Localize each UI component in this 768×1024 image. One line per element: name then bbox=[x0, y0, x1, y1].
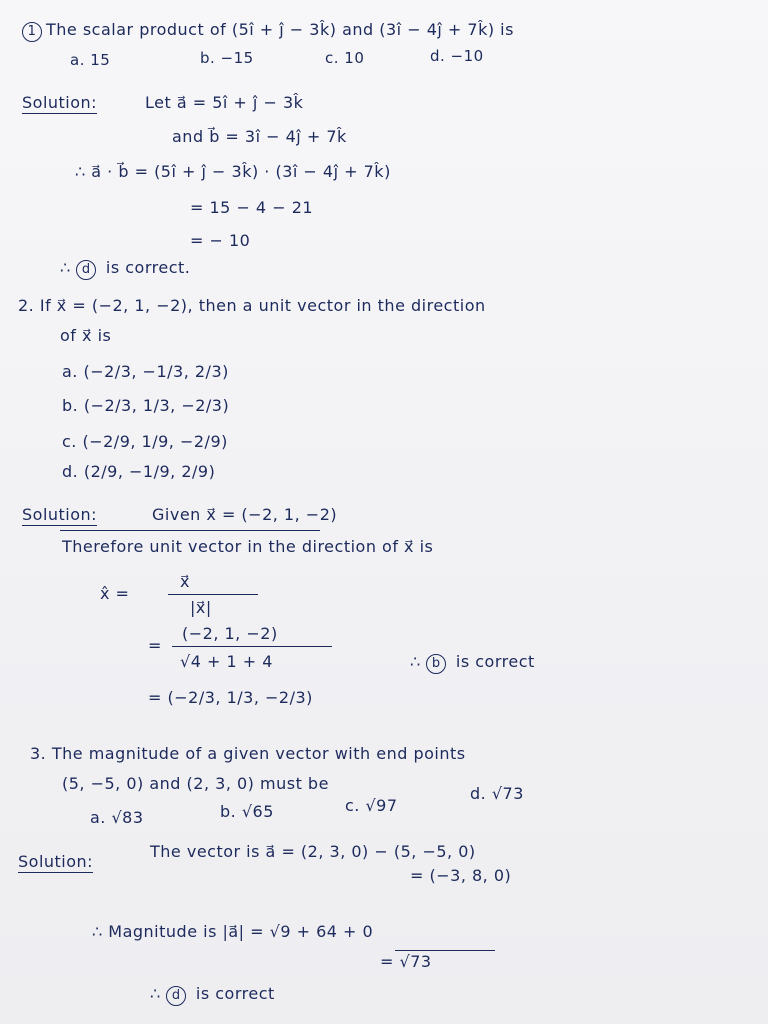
q2-denominator-1: |x⃗| bbox=[190, 598, 212, 617]
q1-option-a: a. 15 bbox=[70, 51, 111, 69]
q3-answer: ∴ d is correct bbox=[150, 984, 275, 1006]
q2-option-c: c. (−2/9, 1/9, −2/9) bbox=[62, 432, 228, 451]
q2-numerator-2: (−2, 1, −2) bbox=[182, 624, 278, 643]
q1-option-b: b. −15 bbox=[200, 49, 254, 67]
q2-fraction-bar-2 bbox=[172, 646, 332, 647]
q1-solution-label: Solution: bbox=[22, 93, 98, 112]
q2-option-a: a. (−2/3, −1/3, 2/3) bbox=[62, 362, 229, 381]
q1-line-3: ∴ a⃗ · b⃗ = (5î + ĵ − 3k̂) · (3î − 4ĵ + 7k̂) bbox=[75, 162, 391, 181]
q2-solution-label: Solution: bbox=[22, 505, 98, 524]
q3-option-c: c. √97 bbox=[345, 796, 398, 815]
q3-option-b: b. √65 bbox=[220, 802, 274, 821]
q1-option-c: c. 10 bbox=[325, 49, 365, 67]
q2-xhat: x̂ = bbox=[100, 584, 130, 603]
q2-answer-letter: b bbox=[426, 654, 446, 674]
q1-line-4: = 15 − 4 − 21 bbox=[190, 198, 314, 217]
q2-equals: = bbox=[148, 636, 162, 655]
q2-numerator-1: x⃗ bbox=[180, 572, 190, 591]
q3-underline bbox=[395, 950, 495, 951]
q2-option-b: b. (−2/3, 1/3, −2/3) bbox=[62, 396, 230, 415]
q2-option-d: d. (2/9, −1/9, 2/9) bbox=[62, 462, 216, 481]
q1-answer: ∴ d is correct. bbox=[60, 258, 190, 280]
q3-question-line-2: (5, −5, 0) and (2, 3, 0) must be bbox=[62, 774, 329, 793]
q3-line-4: = √73 bbox=[380, 952, 432, 971]
q1-answer-letter: d bbox=[76, 260, 96, 280]
q2-result: = (−2/3, 1/3, −2/3) bbox=[148, 688, 313, 707]
q3-line-2: = (−3, 8, 0) bbox=[410, 866, 512, 885]
q2-denominator-2: √4 + 1 + 4 bbox=[180, 652, 273, 671]
q1-line-2: and b⃗ = 3î − 4ĵ + 7k̂ bbox=[172, 127, 347, 146]
q2-therefore: Therefore unit vector in the direction of x⃗ is bbox=[62, 537, 434, 556]
q1-number: 1 bbox=[22, 22, 42, 42]
q2-question-line-2: of x⃗ is bbox=[60, 326, 112, 345]
q3-line-1: The vector is a⃗ = (2, 3, 0) − (5, −5, 0) bbox=[150, 842, 476, 861]
q3-question-line-1: 3. The magnitude of a given vector with end points bbox=[30, 744, 466, 763]
q2-given: Given x⃗ = (−2, 1, −2) bbox=[152, 505, 338, 524]
q2-fraction-bar-1 bbox=[168, 594, 258, 595]
q2-question-line-1: 2. If x⃗ = (−2, 1, −2), then a unit vector in the direction bbox=[18, 296, 486, 315]
q2-underline bbox=[60, 530, 320, 531]
q1-option-d: d. −10 bbox=[430, 47, 484, 65]
q3-option-a: a. √83 bbox=[90, 808, 144, 827]
q2-answer: ∴ b is correct bbox=[410, 652, 535, 674]
q3-option-d: d. √73 bbox=[470, 784, 524, 803]
q3-line-3: ∴ Magnitude is |a⃗| = √9 + 64 + 0 bbox=[92, 922, 374, 941]
q1-line-5: = − 10 bbox=[190, 231, 251, 250]
q3-solution-label: Solution: bbox=[18, 852, 94, 871]
q1-question: 1 The scalar product of (5î + ĵ − 3k̂) and (3î − 4ĵ + 7k̂) is bbox=[22, 20, 514, 42]
q3-answer-letter: d bbox=[166, 986, 186, 1006]
q1-line-1: Let a⃗ = 5î + ĵ − 3k̂ bbox=[145, 93, 304, 112]
